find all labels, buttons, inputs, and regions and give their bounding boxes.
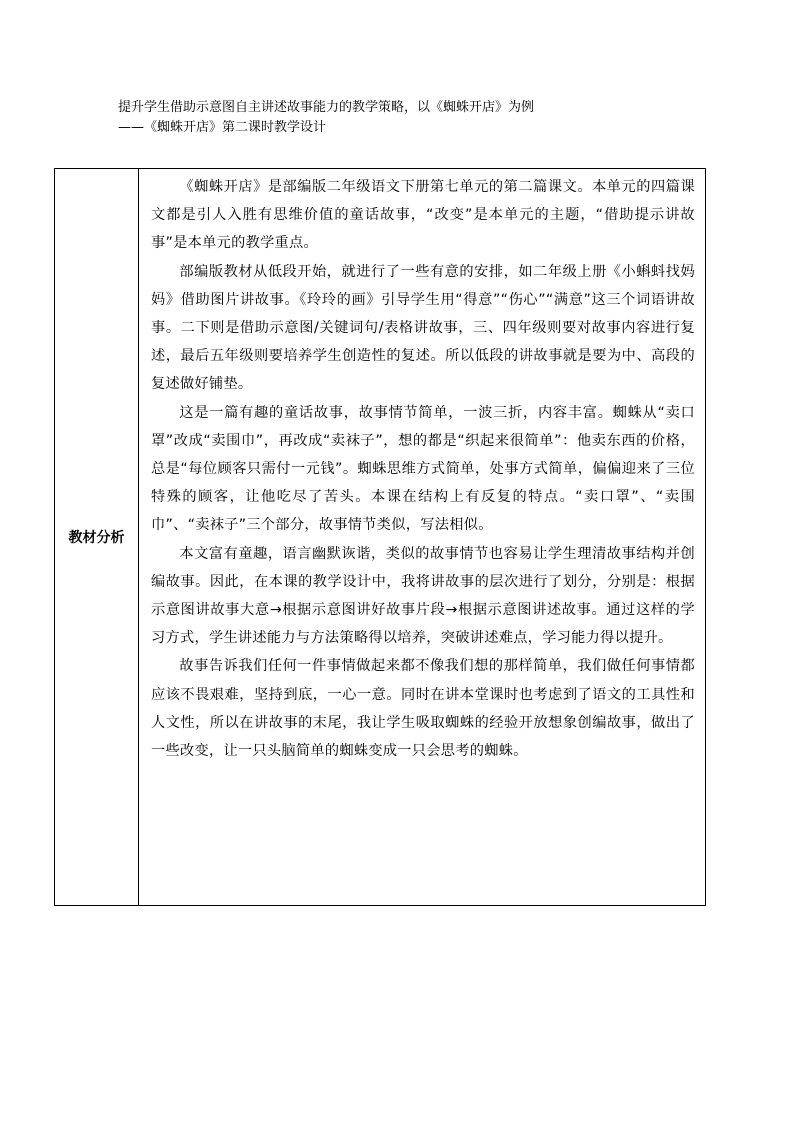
lesson-design-table	[54, 168, 706, 906]
paragraph-4: 本文富有童趣，语言幽默诙谐，类似的故事情节也容易让学生理清故事结构并创编故事。因此，在本课的教学设计中，我将讲故事的层次进行了划分，分别是：根据示意图讲故事大意→根据示意图讲好故事片段→根据示意图讲述故事。通过这样的学习方式，学生讲述能力与方法策略得以培养，突破讲述难点，学习能力得以提升。	[151, 545, 695, 647]
content-cell	[139, 169, 706, 906]
title-line-1: 提升学生借助示意图自主讲述故事能力的教学策略，以《蜘蛛开店》为例	[118, 100, 535, 115]
paragraph-1: 《蜘蛛开店》是部编版二年级语文下册第七单元的第二篇课文。本单元的四篇课文都是引人入胜有思维价值的童话故事，“改变”是本单元的主题，“借助提示讲故事”是本单元的教学重点。	[151, 179, 695, 252]
paragraph-2: 部编版教材从低段开始，就进行了一些有意的安排，如二年级上册《小蝌蚪找妈妈》借助图片讲故事。《玲玲的画》引导学生用“得意”“伤心”“满意”这三个词语讲故事。二下则是借助示意图/关键词句/表格讲故事，三、四年级则要对故事内容进行复述，最后五年级则要培养学生创造性的复述。所以低段的讲故事就是要为中、高段的复述做好铺垫。	[151, 263, 695, 393]
paragraph-5: 故事告诉我们任何一件事情做起来都不像我们想的那样简单，我们做任何事情都应该不畏艰难，坚持到底，一心一意。同时在讲本堂课时也考虑到了语文的工具性和人文性，所以在讲故事的末尾，我让学生吸取蜘蛛的经验开放想象创编故事，做出了一些改变，让一只头脑简单的蜘蛛变成一只会思考的蜘蛛。	[151, 658, 695, 760]
document-title	[118, 98, 758, 138]
row-label-cell	[55, 169, 139, 906]
paragraph-3: 这是一篇有趣的童话故事，故事情节简单，一波三折，内容丰富。蜘蛛从“卖口罩”改成“卖围巾”，再改成“卖袜子”，想的都是“织起来很简单”：他卖东西的价格，总是“每位顾客只需付一元钱”。蜘蛛思维方式简单，处事方式简单，偏偏迎来了三位特殊的顾客，让他吃尽了苦头。本课在结构上有反复的特点。“卖口罩”、“卖围巾”、“卖袜子”三个部分，故事情节类似，写法相似。	[151, 404, 695, 534]
title-line-2: ——《蜘蛛开店》第二课时教学设计	[118, 120, 327, 135]
table-row	[55, 169, 706, 906]
row-label: 教材分析	[68, 530, 125, 546]
